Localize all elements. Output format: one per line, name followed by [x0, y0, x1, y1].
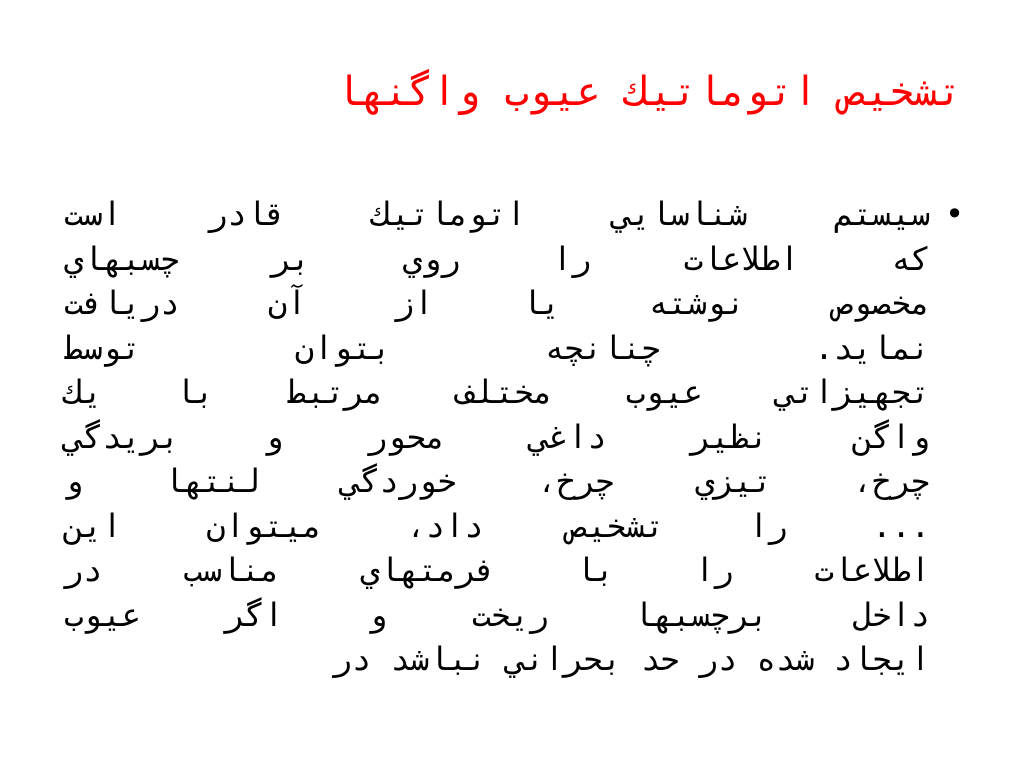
bullet-item — [64, 192, 964, 682]
text-line: نمايد. چنانچه بتوان توسط — [64, 328, 930, 367]
text-line: واگن نظير داغي محور و بريدگي — [64, 417, 930, 456]
text-line: تجهيزاتي عيوب مختلف مرتبط با يك — [64, 373, 930, 411]
text-line: كه اطلاعات را روي بر چسبهاي — [64, 239, 930, 278]
slide-title: تشخيص اتوماتيك عيوب واگنها — [335, 69, 962, 115]
text-line: مخصوص نوشته يا از آن دريافت — [64, 284, 930, 322]
text-line: چرخ، تيزي چرخ، خوردگي لنتها و — [64, 462, 930, 500]
text-line: ايجاد شده در حد بحراني نباشد در — [332, 640, 930, 678]
bullet-marker: • — [945, 195, 964, 233]
text-line: داخل برچسبها ريخت و اگر عيوب — [64, 595, 930, 634]
text-line: سيستم شناسايي اتوماتيك قادر است — [64, 195, 930, 233]
bullet-list — [64, 192, 964, 682]
text-line: ... را تشخيص داد، ميتوان اين — [64, 506, 930, 545]
text-line: اطلاعات را با فرمتهاي مناسب در — [64, 551, 930, 589]
